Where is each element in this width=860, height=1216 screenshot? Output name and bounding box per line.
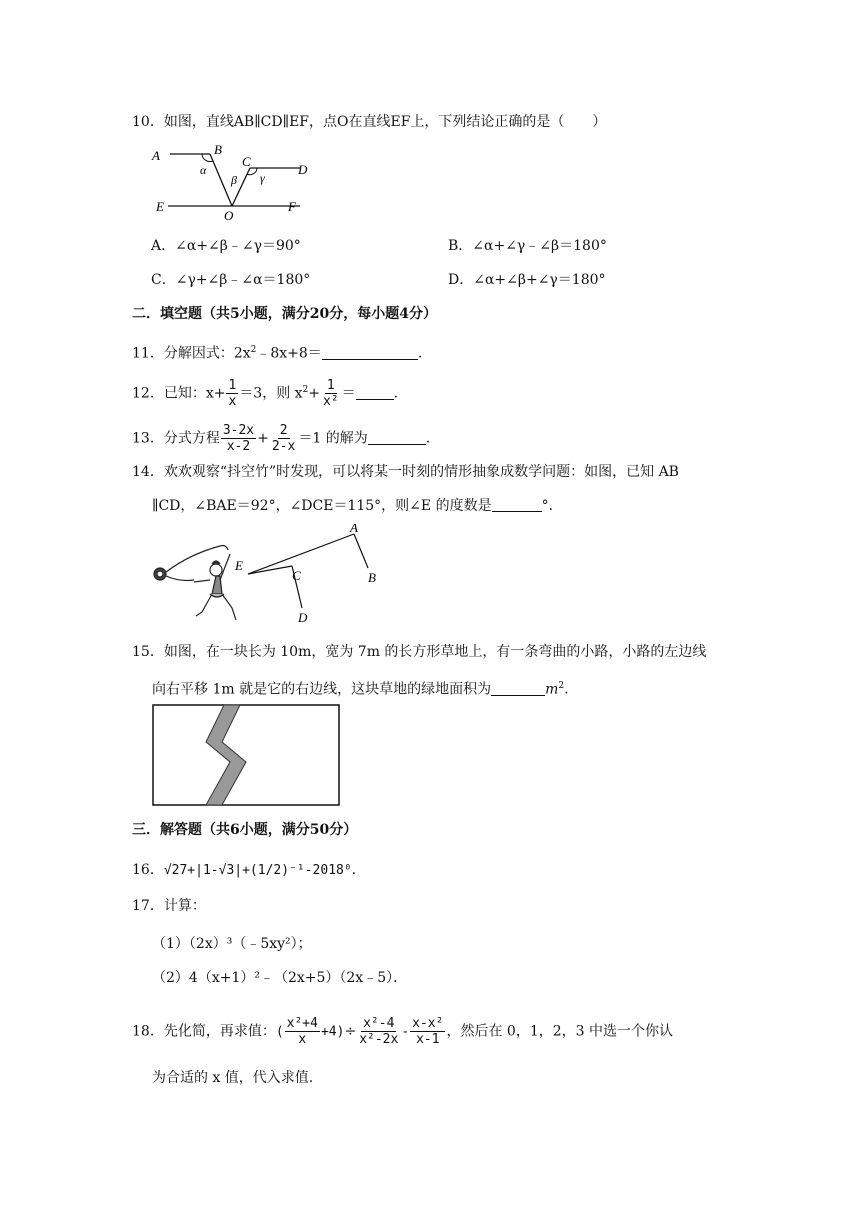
parallel-lines-figure (150, 140, 320, 222)
option-c: C．∠γ+∠β﹣∠α＝180° (151, 272, 311, 288)
expression-16: √27+|1-√3|+(1/2)⁻¹-2018⁰ (163, 863, 352, 878)
label-E: E (156, 199, 164, 214)
label-alpha: α (200, 163, 207, 177)
fraction-x2-plus-4-over-x: $\frac{\text{x²+4}}{x}$ (286, 1016, 318, 1047)
option-a: A．∠α+∠β﹣∠γ＝90° (151, 238, 301, 254)
diabolo-player-illustration (154, 546, 236, 621)
question-10-stem: 10．如图，直线AB∥CD∥EF，点O在直线EF上，下列结论正确的是（ ） (132, 114, 607, 130)
question-15-line-2: 向右平移 1m 就是它的右边线，这块草地的绿地面积为 $m^2$. (152, 681, 569, 698)
question-11: 11．分解因式：$2x^2﹣8x+8=$ . (132, 345, 423, 362)
label-D: D (298, 610, 308, 625)
label-E: E (235, 558, 243, 573)
question-14-line-2: ∥CD，∠BAE＝92°，∠DCE＝115°，则∠E 的度数是 °． (152, 498, 563, 514)
question-16: 16．√27+|1-√3|+(1/2)⁻¹-2018⁰. (132, 862, 357, 878)
section-2-heading: 二．填空题（共5小题，满分20分，每小题4分） (132, 306, 437, 322)
answer-blank-12[interactable] (356, 385, 394, 400)
fraction-x-minus-x2-over-x-minus-1: $\frac{\text{x-x²}}{x-1}$ (412, 1016, 444, 1047)
label-gamma: γ (260, 171, 265, 185)
label-B: B (368, 570, 376, 585)
fraction-2-over-2-x: $\frac{2}{2-x}$ (271, 423, 296, 454)
question-18-line-1: 18．先化简，再求值：( $\frac{\text{x²+4}}{x}$ +4)÷ $\frac{\text{x²-4}}{\text{x²-2x}}$ - $\frac{\text{x-x²}}{x-1}$ ，然后在 0，1，2，3 中选一个你认 (132, 1016, 673, 1047)
option-b: B．∠α+∠γ﹣∠β＝180° (448, 238, 607, 254)
answer-blank-11[interactable] (322, 345, 418, 360)
question-17-title: 17．计算： (132, 898, 206, 914)
section-3-heading: 三．解答题（共6小题，满分50分） (132, 822, 358, 838)
label-C: C (242, 154, 251, 169)
answer-blank-14[interactable] (492, 497, 542, 512)
question-17-part-2: （2）4（x+1）²﹣（2x+5）（2x﹣5）． (152, 970, 408, 986)
question-15-line-1: 15．如图，在一块长为 10m，宽为 7m 的长方形草地上，有一条弯曲的小路，小路的左边线 (132, 644, 707, 660)
answer-blank-15[interactable] (491, 681, 545, 696)
question-13: 13．分式方程 $\frac{3-2x}{x-2}$ + $\frac{2}{2-x}$ ＝1 的解为 . (132, 423, 431, 454)
answer-blank-13[interactable] (368, 430, 426, 445)
question-14-line-1: 14．欢欢观察“抖空竹”时发现，可以将某一时刻的情形抽象成数学问题：如图，已知 AB (132, 464, 679, 480)
label-A: A (152, 148, 160, 163)
diabolo-figure (150, 524, 380, 628)
fraction-1-over-x-squared: $\frac{1}{\text{x²}}$ (323, 378, 339, 409)
question-17-part-1: （1）（2x）³（﹣5xy²）； (152, 936, 312, 952)
label-O: O (224, 208, 234, 222)
lawn-path-figure (152, 704, 342, 808)
fraction-1-over-x: $\frac{1}{x}$ (228, 378, 237, 409)
fraction-3-2x-over-x-2: $\frac{3-2x}{x-2}$ (222, 423, 255, 454)
fraction-x2-minus-4-over-x2-minus-2x: $\frac{\text{x²-4}}{\text{x²-2x}}$ (359, 1016, 399, 1047)
question-18-line-2: 为合适的 x 值，代入求值. (152, 1070, 314, 1086)
label-beta: β (231, 173, 237, 187)
option-d: D．∠α+∠β+∠γ＝180° (448, 272, 606, 288)
label-D: D (298, 162, 308, 177)
question-12: 12．已知：x+ $\frac{1}{x}$ ＝3，则 $x^2+$ $\frac{1}{\text{x²}}$ ＝ . (132, 378, 399, 409)
label-B: B (214, 142, 222, 157)
label-F: F (288, 199, 296, 214)
label-A: A (350, 524, 358, 535)
label-C: C (292, 568, 301, 583)
